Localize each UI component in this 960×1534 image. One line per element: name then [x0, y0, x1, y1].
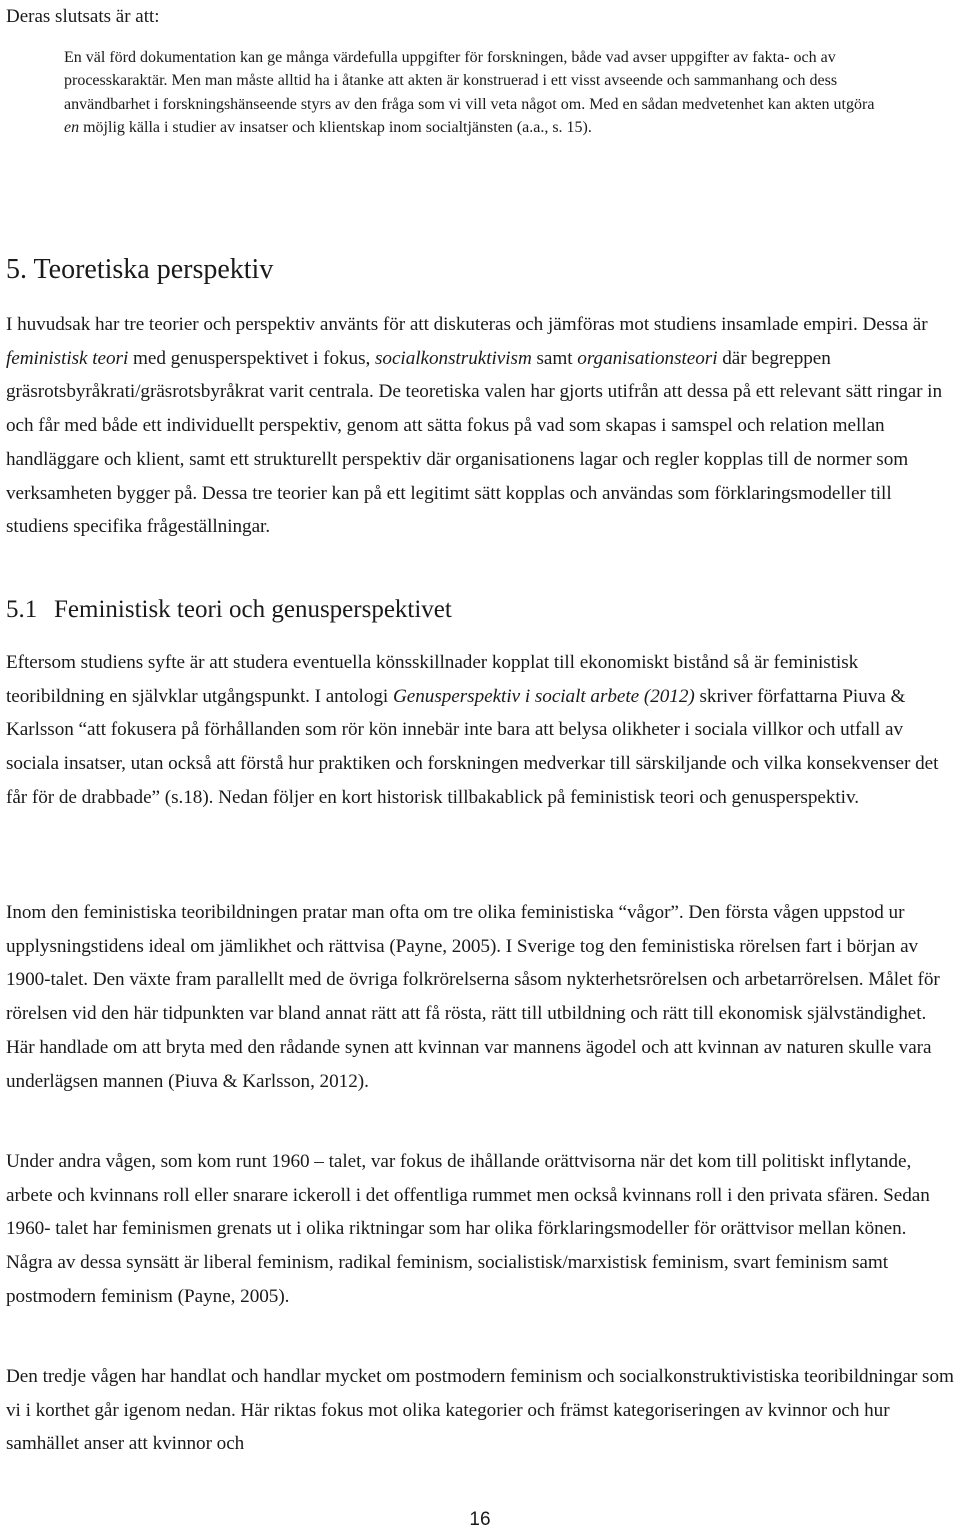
quote-text-part1: En väl förd dokumentation kan ge många värdefulla uppgifter för forskningen, både vad avser uppgifter av fakta- och av processkaraktär. Men man måste alltid ha i åtanke att akten är konstruerad i ett visst avseende och sammanhang och dess användbarhet i forskningshänseende styrs av den fråga som vi vill veta något om. Med en sådan medvetenhet kan akten utgöra: [64, 49, 875, 113]
section-number: 5.1: [6, 596, 38, 623]
page-number: 16: [469, 1509, 491, 1530]
p1-text-d: där begreppen gräsrotsbyråkrati/gräsrotsbyråkrat varit centrala. De teoretiska valen har gjorts utifrån att dessa på ett relevant sätt ringar in och får med både ett individuellt perspektiv, genom att sätta fokus på vad som skapas i samspel och relation mellan handläggare och klient, samt ett strukturellt perspektiv där organisationens lagar och regler kopplas till de normer som verksamheten bygger på. Dessa tre teorier kan på ett legitimt sätt kopplas och användas som förklaringsmodeller till studiens specifika frågeställningar.: [6, 347, 942, 538]
paragraph-second-wave: Under andra vågen, som kom runt 1960 – talet, var fokus de ihållande orättvisorna när det kom till politiskt inflytande, arbete och kvinnans roll eller snarare ickeroll i det offentliga rummet men också kvinnans roll i den privata sfären. Sedan 1960- talet har feminismen grenats ut i olika riktningar som har olika förklaringsmodeller för orättvisor mellan könen. Några av dessa synsätt är liberal feminism, radikal feminism, socialistisk/marxistisk feminism, svart feminism samt postmodern feminism (Payne, 2005).: [6, 1151, 930, 1307]
term-organisation-theory: organisationsteori: [577, 347, 718, 369]
section-title: Feministisk teori och genusperspektivet: [54, 596, 452, 623]
p1-text-a: I huvudsak har tre teorier och perspektiv använts för att diskuteras och jämföras mot studiens insamlade empiri. Dessa är: [6, 314, 928, 335]
p2-text-b: skriver författarna Piuva & Karlsson “att fokusera på förhållanden som rör kön innebär inte bara att belysa olikheter i sociala villkor och utfall av sociala insatser, utan också att förstå hur praktiken och forskningen medverkar till särskiljande och vilka konsekvenser det får för de drabbade” (s.18). Nedan följer en kort historisk tillbakablick på feministisk teori och genusperspektiv.: [6, 685, 939, 808]
quote-emphasis: en: [64, 119, 80, 137]
paragraph-third-wave: Den tredje vågen har handlat och handlar mycket om postmodern feminism och socialkonstruktivistiska teoribildningar som vi i korthet går igenom nedan. Här riktas fokus mot olika kategorier och främst kategoriseringen av kvinnor och hur samhället anser att kvinnor och: [6, 1366, 954, 1455]
paragraph-feminist-theory-intro: [6, 646, 954, 815]
term-social-constructivism: socialkonstruktivism: [375, 347, 532, 369]
term-feminist-theory: feministisk teori: [6, 347, 129, 369]
quote-text-part2: möjlig källa i studier av insatser och klientskap inom socialtjänsten (a.a., s. 15).: [79, 119, 592, 137]
section-heading-5: 5. Teoretiska perspektiv: [6, 254, 274, 285]
paragraph-theoretical-perspectives: [6, 308, 954, 544]
block-quote: [64, 46, 884, 140]
intro-sentence: Deras slutsats är att:: [6, 6, 160, 27]
book-title-reference: Genusperspektiv i socialt arbete (2012): [392, 685, 695, 707]
paragraph-first-wave: Inom den feministiska teoribildningen pratar man ofta om tre olika feministiska “vågor”. Den första vågen uppstod ur upplysningstidens ideal om jämlikhet och rättvisa (Payne, 2005). I Sverige tog den feministiska rörelsen fart i början av 1900-talet. Den växte fram parallellt med de övriga folkrörelserna såsom nykterhetsrörelsen och arbetarrörelsen. Målet för rörelsen vid den här tidpunkten var bland annat rätt att få rösta, rätt till utbildning och rätt till ekonomisk självständighet. Här handlade om att bryta med den rådande synen att kvinnan var mannens ägodel och att kvinnan av naturen skulle vara underlägsen mannen (Piuva & Karlsson, 2012).: [6, 902, 940, 1092]
p2-text-a: Eftersom studiens syfte är att studera eventuella könsskillnader kopplat till ekonomiskt bistånd så är feministisk teoribildning en självklar utgångspunkt. I antologi: [6, 652, 859, 707]
p1-text-c: samt: [531, 347, 578, 369]
p1-text-b: med genusperspektivet i fokus,: [128, 347, 375, 369]
section-heading-5-1: [6, 594, 452, 626]
